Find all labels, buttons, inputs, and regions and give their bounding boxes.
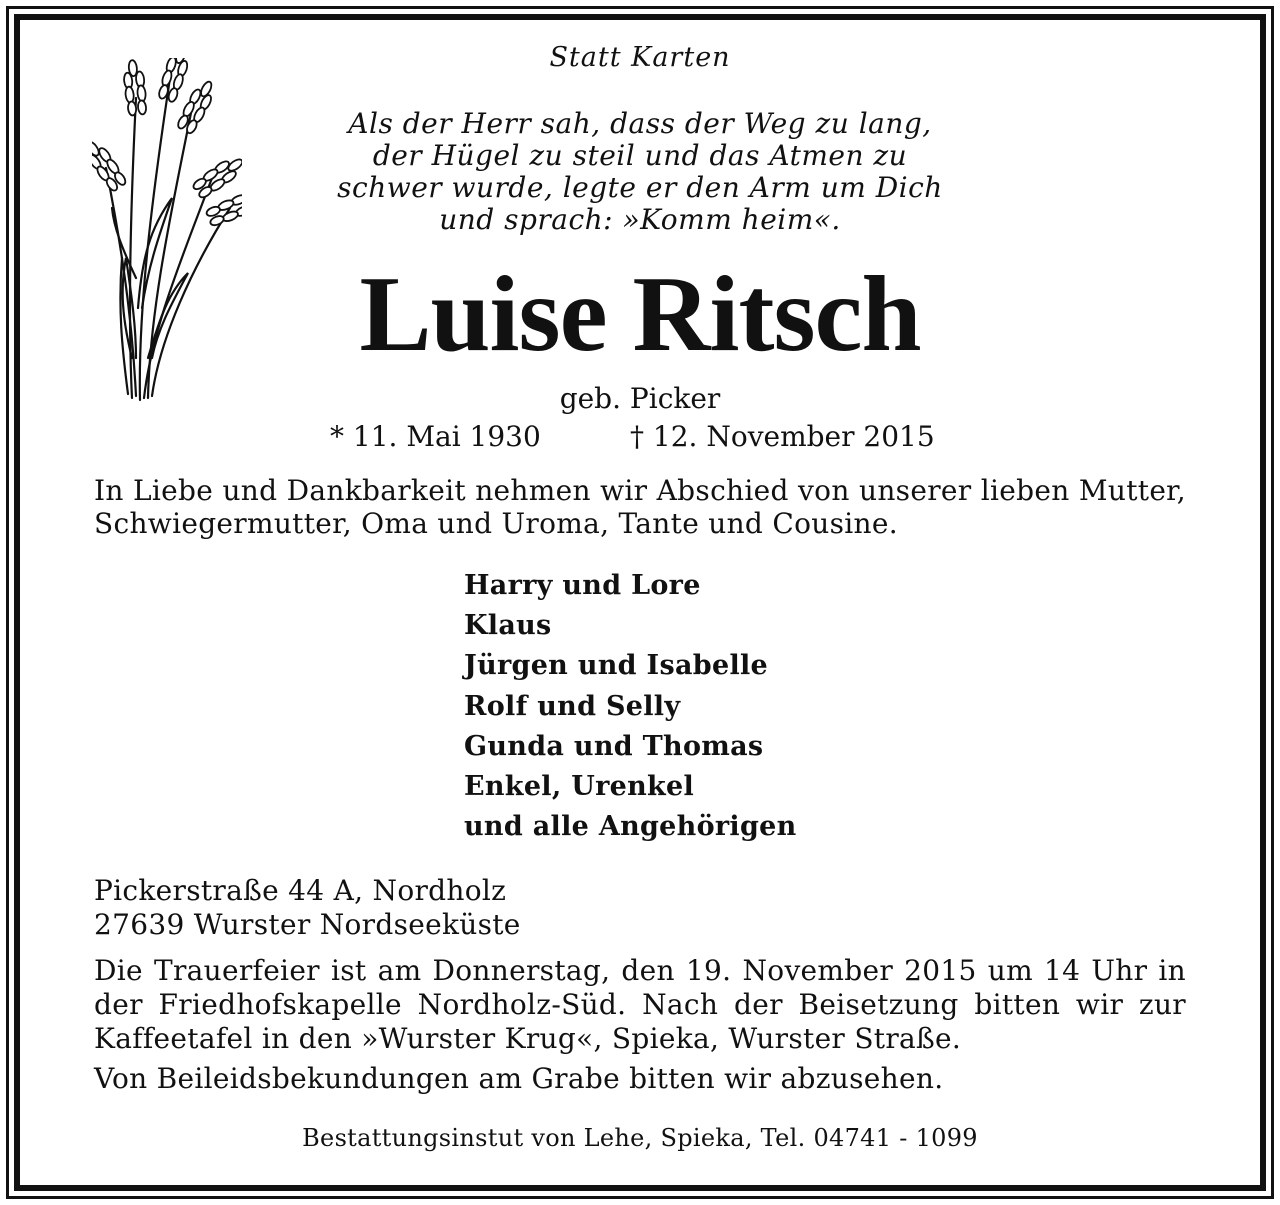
condolence-note: Von Beileidsbekundungen am Grabe bitten wir abzusehen. [94,1062,944,1095]
birth-name: geb. Picker [559,382,721,415]
verse-line: schwer wurde, legte er den Arm um Dich [337,171,943,204]
ceremony-line: Kaffeetafel in den »Wurster Krug«, Spieka, Wurster Straße. [94,1022,962,1055]
ceremony-line: der Friedhofskapelle Nordholz-Süd. Nach der Beisetzung bitten wir zur [94,988,1186,1021]
mourner-entry: Jürgen und Isabelle [464,650,769,682]
mourner-entry: Gunda und Thomas [464,730,764,762]
address-line: 27639 Wurster Nordseeküste [94,908,521,941]
deceased-name: Luise Ritsch [359,255,921,374]
ceremony-details [94,954,1186,1056]
verse-line: Als der Herr sah, dass der Weg zu lang, [348,107,932,140]
ceremony-line: Die Trauerfeier ist am Donnerstag, den 19. November 2015 um 14 Uhr in [94,954,1186,987]
funeral-home-footer: Bestattungsinstut von Lehe, Spieka, Tel. 04741 - 1099 [302,1124,978,1152]
mourner-entry: Enkel, Urenkel [464,771,695,803]
death-date: † 12. November 2015 [630,420,935,453]
address-line: Pickerstraße 44 A, Nordholz [94,874,507,907]
mourners-list [464,566,1064,847]
mourner-entry: Rolf und Selly [464,690,681,722]
birth-date: * 11. Mai 1930 [330,420,541,453]
family-address [94,874,794,942]
mourner-entry: Harry und Lore [464,570,701,601]
memorial-verse [300,108,980,236]
farewell-text: In Liebe und Dankbarkeit nehmen wir Abschied von unserer lieben Mutter, Schwiegermutter, Oma und Uroma, Tante und Cousine. [94,474,1186,540]
verse-line: und sprach: »Komm heim«. [439,203,841,236]
header-note: Statt Karten [549,42,731,73]
wheat-sheaf-icon [92,58,242,403]
mourner-entry: und alle Angehörigen [464,811,797,843]
verse-line: der Hügel zu steil und das Atmen zu [372,139,908,172]
mourner-entry: Klaus [464,610,552,642]
